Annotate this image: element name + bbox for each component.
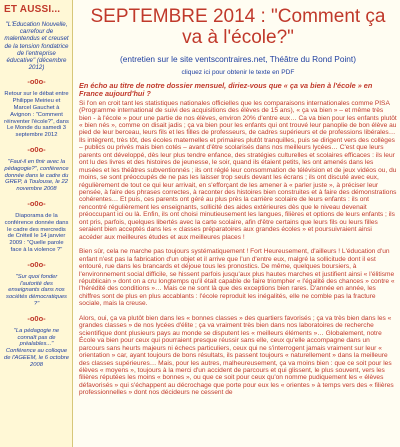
main-content xyxy=(73,0,400,447)
article-paragraph-2: Bien sûr, cela ne marche pas toujours systématiquement ! Fort Heureusement, d'ailleurs ! L'éducation d'un enfant n'est pas la fabrication d'un objet et il arrive que l'un d'entre eux, malgré la sollicitude dont il est entouré, rue dans les brancards et déjoue tous les pronostics. De même, quelques boursiers, à l'environnement social difficile, se hissent parfois jusqu'aux plus hautes marches et justifient ainsi « l'élitisme républicain » dont on a cru longtemps qu'il était capable de faire triompher « l'égalité des chances » contre « l'hérédité des conditions »… Mais ce ne sont là que des exceptions bien rares. D'année en année, les chiffres sont de plus en plus accablants : l'école reproduit les inégalités, elle ne comble pas la fracture sociale, mais la creuse. xyxy=(79,248,395,308)
sidebar-separator: -o0o- xyxy=(27,198,46,208)
sidebar-link-diaporama-violence[interactable]: Diaporama de la conférence donnée dans le cadre des mercredis de Créteil le 14 janvier 2009 : "Quelle parole face à la violence ?" xyxy=(4,212,69,253)
sidebar-separator: -o0o- xyxy=(27,259,46,269)
sidebar-heading: ET AUSSI... xyxy=(4,4,61,15)
sidebar-link-debat-avignon[interactable]: Retour sur le débat entre Philippe Meirieu et Marcel Gauchet à Avignon : "Comment réinventer l'école?", dans Le Monde du samedi 3 septembre 2012 xyxy=(4,91,69,139)
article-paragraph-3: Alors, oui, ça va plutôt bien dans les « bonnes classes » des quartiers favorisés ; ça va très bien dans les « grandes classes » de nos lycées d'élite ; ça va vraiment très bien dans nos laboratoires de recherche scientifique dont plusieurs pays au monde se disputent les « meilleurs éléments »… Globalement, notre École va bien pour ceux qui pourraient presque réussir sans elle, ceux qu'elle accompagne dans un parcours sans heurts majeurs ni échecs particuliers, ceux qui ne s'interrogent jamais vraiment sur leur « orientation » car, ayant toujours de bons résultats, ils passent toujours « naturellement » dans la meilleure des classes supérieures… Mais, pour les autres, malheureusement, ça va moins bien : que ce soit pour les élèves « moyens », toujours à la merci d'un accident de parcours et qui glissent, le plus souvent, vers les filières réputées les moins « bonnes », ou que ce soit pour ceux qu'on nomme pudiquement les « élèves défavorisés » qui s'échappent au décrochage que porte pour eux les « orientes » à temps vers des « filières professionnelles » dont nos décideurs ne cessent de xyxy=(79,314,394,397)
page-title: SEPTEMBRE 2014 : "Comment ça va à l'école?" xyxy=(90,6,386,48)
sidebar-separator: -o0o- xyxy=(27,313,46,323)
interview-question: En écho au titre de notre dossier mensuel, diriez-vous que « ça va bien à l'école » en France aujourd'hui ? xyxy=(79,81,373,99)
sidebar-separator: -o0o- xyxy=(27,145,46,154)
sidebar-link-autorite-enseignants[interactable]: "Sur quoi fonder l'autorité des enseignants dans nos sociétés démocratiques ?" xyxy=(6,273,67,307)
sidebar-link-education-nouvelle[interactable]: "L'Education Nouvelle, carrefour de malentendus et creuset de la tension fondatrice de l'entreprise éducative" (décembre 2012) xyxy=(4,21,69,72)
article-paragraph-1: Si l'on en croit tant les statistiques nationales officielles que les comparaisons internationales comme PISA (Programme international de suivi des acquisitions des élèves de 15 ans), « ça va bien » – et même très bien - à l'école » pour une partie de nos élèves, environ 20% d'entre eux… Ca va bien pour les enfants plutôt « bien nés », comme on disait jadis ; ça va bien pour les enfants qui ont trouvé leur panoplie de bon élève au pied de leur berceau, leurs fils et les filles de professeurs, de cadres supérieurs et de professions libérales… Ils intègrent, très tôt, des écoles maternelles et primaires plutôt tranquilles, puis se dirigent vers des collèges – publics ou privés mais bien cotés – avant d'être scolarisés dans nos meilleurs lycées… C'est que leurs parents ont développé, dès leur plus tendre enfance, des stratégies culturelles et scolaires efficaces : ils leur ont lu des livres et des histoires de jeunesse, le soir, quand ils étaient petits, les ont amenés dans les musées et les théâtres subventionnés ; ils ont réglé leur consommation de télévision et de jeux vidéos ou, du moins, se sont préoccupés de ne pas les laisser trop seuls devant les écrans ; ils ont discuté avec eux, régulièrement de tout ce qui leur arrivait, en s'efforçant de les amener à « parler juste », à préciser leur pensée, à faire des phrases correctes, à raconter des histoires bien construites et à faire des démonstrations cohérentes… Et puis, ces parents ont géré au plus près la carrière scolaire de leurs enfants : ils ont rencontré régulièrement les enseignants, sollicité des aides extérieures dès que le niveau devenait préoccupant ici ou là. Enfin, ils ont choisi minutieusement les langues, filières et options de leurs enfants ; ils ont pris, parfois, quelques libertés avec la carte scolaire, afin d'être certains que leurs fils ou leurs filles seraient bien acceptés dans les « classes préparatoires aux grandes écoles » et poursuivraient ainsi accéder aux meilleures études et aux meilleures places ! xyxy=(79,99,397,241)
page-subtitle: (entretien sur le site ventscontraires.net, Théâtre du Rond Point) xyxy=(120,54,356,64)
sidebar-separator: -o0o- xyxy=(27,77,46,87)
sidebar xyxy=(0,0,73,447)
pdf-download-link[interactable]: cliquez ici pour obtenir le texte en PDF xyxy=(181,69,295,76)
sidebar-link-finir-pedagogie[interactable]: "Faut-il en finir avec la pédagogie?", conférence donnée dans le cadre du GREP, à Toulouse, le 22 novembre 2008 xyxy=(4,159,69,193)
sidebar-link-pedagogie-prealables[interactable]: "La pédagogie ne connaît pas de préalables..." Conférence au colloque de l'AGEEM, le 6 octobre 2008 xyxy=(4,327,69,368)
